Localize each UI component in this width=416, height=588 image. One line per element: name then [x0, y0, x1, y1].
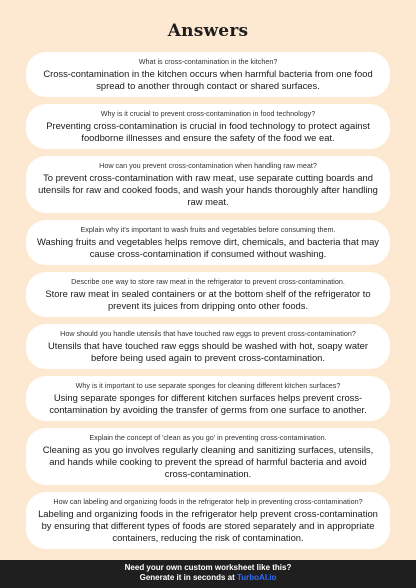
answer-card — [26, 156, 390, 213]
answer-text: Labeling and organizing foods in the refrigerator help prevent cross-contamination by ensuring that different types of foods are stored separately and in appropriate containers, reducing the risk of contamination. — [38, 508, 378, 543]
answer-text: Washing fruits and vegetables helps remove dirt, chemicals, and bacteria that may cause cross-contamination if consumed without washing. — [36, 236, 379, 259]
answer-text: Utensils that have touched raw eggs should be washed with hot, soapy water before being used again to prevent cross-contamination. — [48, 340, 368, 363]
question-text: Explain why it's important to wash fruits and vegetables before consuming them. — [80, 225, 336, 234]
question-text: Explain the concept of 'clean as you go' in preventing cross-contamination. — [89, 433, 327, 442]
question-text: How should you handle utensils that have touched raw eggs to prevent cross-contamination? — [60, 329, 356, 338]
question-text: Why is it important to use separate sponges for cleaning different kitchen surfaces? — [75, 381, 341, 390]
question-text: What is cross-contamination in the kitchen? — [138, 57, 278, 66]
promo-footer — [0, 560, 416, 588]
footer-line-2-prefix: Generate it in seconds at — [139, 573, 237, 582]
answer-card — [26, 428, 390, 485]
answer-card — [26, 220, 390, 265]
answer-card — [26, 272, 390, 317]
answer-card — [26, 492, 390, 549]
answer-text: Using separate sponges for different kitchen surfaces helps prevent cross-contamination by avoiding the transfer of germs from one surface to another. — [49, 392, 367, 415]
answer-text: To prevent cross-contamination with raw meat, use separate cutting boards and utensils for raw and cooked foods, and wash your hands thoroughly after handling raw meat. — [38, 172, 378, 207]
answer-text: Cleaning as you go involves regularly cleaning and sanitizing surfaces, utensils, and hands while cooking to prevent the spread of harmful bacteria and avoid cross-contamination. — [42, 444, 374, 479]
answer-list — [26, 52, 390, 556]
answer-card — [26, 324, 390, 369]
answer-card — [26, 52, 390, 97]
answer-text: Cross-contamination in the kitchen occurs when harmful bacteria from one food spread to another through contact or shared surfaces. — [43, 68, 373, 91]
question-text: Describe one way to store raw meat in the refrigerator to prevent cross-contamination. — [71, 277, 345, 286]
footer-line-2 — [0, 573, 416, 583]
question-text: How can you prevent cross-contamination when handling raw meat? — [99, 161, 317, 170]
question-text: Why is it crucial to prevent cross-contamination in food technology? — [100, 109, 316, 118]
answer-text: Store raw meat in sealed containers or at the bottom shelf of the refrigerator to prevent its juices from dripping onto other foods. — [45, 288, 371, 311]
turboai-link[interactable]: TurboAI.io — [236, 573, 277, 582]
page-title: Answers — [167, 21, 249, 41]
answer-card — [26, 104, 390, 149]
answer-text: Preventing cross-contamination is crucial in food technology to protect against foodborne illnesses and ensure the safety of the food we eat. — [46, 120, 370, 143]
answer-card — [26, 376, 390, 421]
footer-line-1: Need your own custom worksheet like this? — [124, 563, 292, 572]
question-text: How can labeling and organizing foods in the refrigerator help in preventing cross-contamination? — [53, 497, 363, 506]
